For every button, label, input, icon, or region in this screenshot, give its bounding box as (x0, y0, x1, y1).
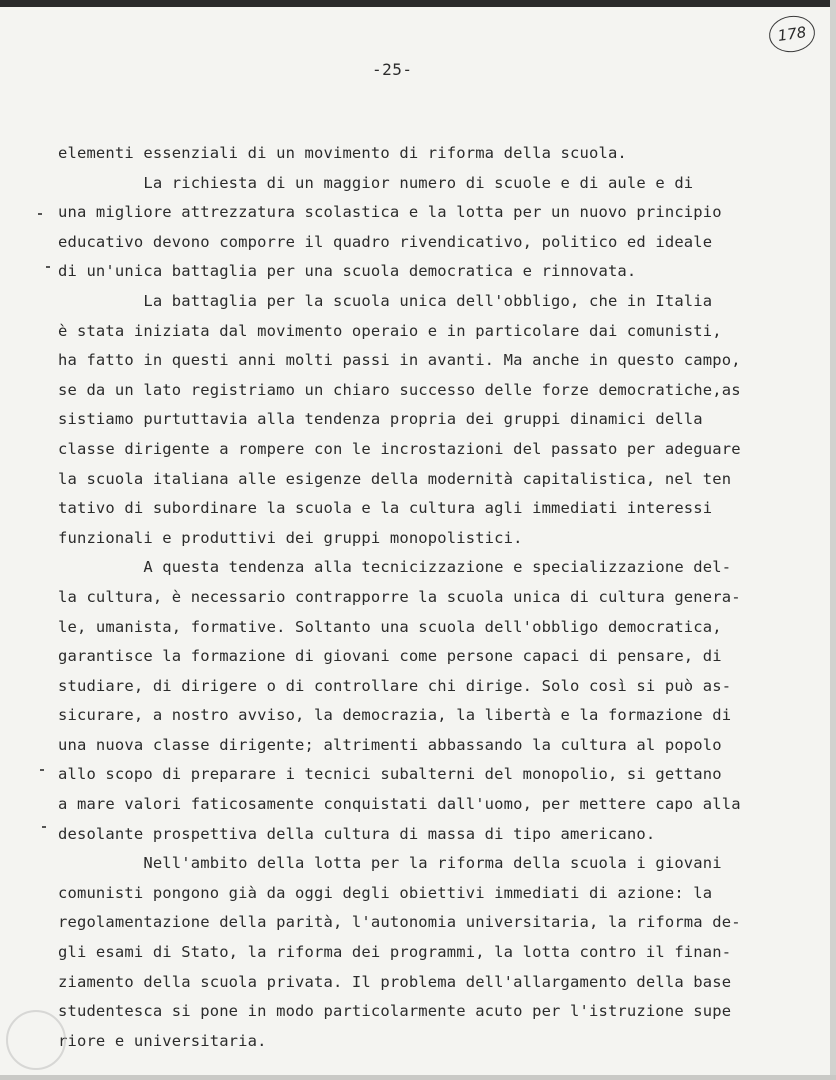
text-line: classe dirigente a rompere con le incrostazioni del passato per adeguare (58, 439, 741, 458)
text-line: sistiamo purtuttavia alla tendenza propria dei gruppi dinamici della (58, 410, 703, 429)
text-line: una nuova classe dirigente; altrimenti abbassando la cultura al popolo (58, 735, 722, 754)
text-line: Nell'ambito della lotta per la riforma della scuola i giovani (58, 854, 722, 873)
text-line: A questa tendenza alla tecnicizzazione e specializzazione del- (58, 558, 732, 577)
scan-right-edge (830, 0, 836, 1080)
text-line: la scuola italiana alle esigenze della modernità capitalistica, nel ten (58, 469, 732, 488)
text-line: funzionali e produttivi dei gruppi monopolistici. (58, 528, 523, 547)
text-line: La richiesta di un maggior numero di scuole e di aule e di (58, 173, 694, 192)
text-line: gli esami di Stato, la riforma dei programmi, la lotta contro il finan- (58, 943, 732, 962)
text-line: allo scopo di preparare i tecnici subalterni del monopolio, si gettano (58, 765, 722, 784)
archive-number-stamp: 178 (767, 13, 818, 55)
text-line: ha fatto in questi anni molti passi in avanti. Ma anche in questo campo, (58, 351, 741, 370)
text-line: studentesca si pone in modo particolarmente acuto per l'istruzione supe (58, 1002, 732, 1021)
text-line: è stata iniziata dal movimento operaio e in particolare dai comunisti, (58, 321, 722, 340)
margin-mark (46, 266, 50, 268)
text-line: garantisce la formazione di giovani come persone capaci di pensare, di (58, 647, 722, 666)
text-line: sicurare, a nostro avviso, la democrazia, la libertà e la formazione di (58, 706, 732, 725)
text-line: ziamento della scuola privata. Il problema dell'allargamento della base (58, 972, 732, 991)
margin-mark (40, 769, 44, 771)
text-line: studiare, di dirigere o di controllare chi dirige. Solo così si può as- (58, 676, 732, 695)
text-line: desolante prospettiva della cultura di massa di tipo americano. (58, 824, 656, 843)
text-line: educativo devono comporre il quadro rivendicativo, politico ed ideale (58, 232, 713, 251)
margin-mark (38, 213, 42, 215)
text-line: regolamentazione della parità, l'autonomia universitaria, la riforma de- (58, 913, 741, 932)
text-line: La battaglia per la scuola unica dell'obbligo, che in Italia (58, 291, 713, 310)
scan-top-edge (0, 0, 836, 7)
page-number: -25- (372, 60, 413, 79)
text-line: la cultura, è necessario contrapporre la scuola unica di cultura genera- (58, 587, 741, 606)
margin-mark (42, 826, 46, 828)
text-line: elementi essenziali di un movimento di riforma della scuola. (58, 144, 627, 162)
text-line: di un'unica battaglia per una scuola democratica e rinnovata. (58, 262, 637, 281)
text-line: comunisti pongono già da oggi degli obiettivi immediati di azione: la (58, 883, 713, 902)
text-line: tativo di subordinare la scuola e la cultura agli immediati interessi (58, 499, 713, 518)
archive-watermark-icon (6, 1010, 66, 1070)
scan-bottom-edge (0, 1075, 836, 1080)
text-line: riore e universitaria. (58, 1031, 267, 1050)
text-line: le, umanista, formative. Soltanto una scuola dell'obbligo democratica, (58, 617, 722, 636)
text-line: se da un lato registriamo un chiaro successo delle forze democratiche,as (58, 380, 741, 399)
text-line: a mare valori faticosamente conquistati dall'uomo, per mettere capo alla (58, 795, 741, 814)
typed-body-text (58, 139, 778, 1056)
text-line: una migliore attrezzatura scolastica e la lotta per un nuovo principio (58, 203, 722, 222)
